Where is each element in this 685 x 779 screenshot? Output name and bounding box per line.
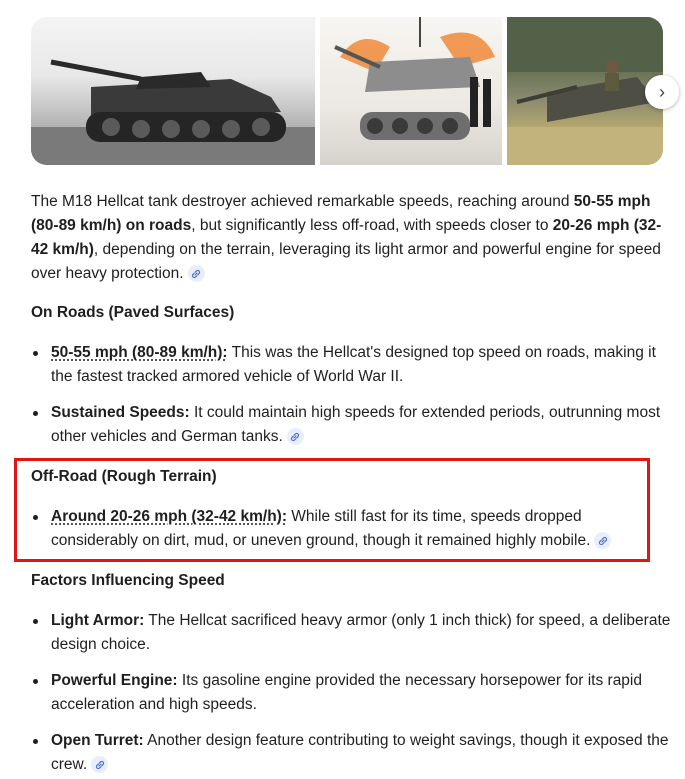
section-heading-factors: Factors Influencing Speed — [31, 572, 225, 589]
intro-bold-2: 20-26 mph (32-42 km/h) — [31, 217, 662, 258]
section-heading-off-road: Off-Road (Rough Terrain) — [31, 468, 217, 485]
list-item-term: Powerful Engine: — [51, 672, 178, 689]
link-icon[interactable] — [287, 428, 304, 445]
intro-bold-1: 50-55 mph (80-89 km/h) on roads — [31, 193, 651, 234]
list-item-text: While still fast for its time, speeds dropped considerably on dirt, mud, or uneven ground, though it remained highly mobile. — [51, 508, 591, 549]
section-heading-on-roads: On Roads (Paved Surfaces) — [31, 304, 235, 321]
intro-text-3: , depending on the terrain, leveraging its light armor and powerful engine for speed over heavy protection. — [31, 241, 661, 282]
carousel-image-2[interactable] — [320, 17, 502, 165]
list-item-term: Sustained Speeds: — [51, 404, 190, 421]
intro-paragraph — [31, 190, 671, 286]
list-item-text: Another design feature contributing to weight savings, though it exposed the crew. — [51, 732, 669, 773]
image-carousel — [31, 17, 663, 165]
list-item-term[interactable]: Around 20-26 mph (32-42 km/h): — [51, 508, 287, 525]
link-icon[interactable] — [91, 756, 108, 773]
carousel-image-1[interactable] — [31, 17, 315, 165]
link-icon[interactable] — [594, 532, 611, 549]
chevron-right-icon: › — [659, 81, 665, 102]
list-item-term: Light Armor: — [51, 612, 145, 629]
list-item-text: It could maintain high speeds for extended periods, outrunning most other vehicles and German tanks. — [51, 404, 661, 445]
intro-text-1: The M18 Hellcat tank destroyer achieved remarkable speeds, reaching around — [31, 193, 574, 210]
list-item-term[interactable]: 50-55 mph (80-89 km/h): — [51, 344, 228, 361]
carousel-next-button[interactable] — [645, 75, 679, 109]
list-item-term: Open Turret: — [51, 732, 144, 749]
list-item-text: The Hellcat sacrificed heavy armor (only 1 inch thick) for speed, a deliberate design choice. — [51, 612, 671, 653]
list-item-text: Its gasoline engine provided the necessary horsepower for its rapid acceleration and high speeds. — [51, 672, 642, 713]
list-item-text: This was the Hellcat's designed top speed on roads, making it the fastest tracked armored vehicle of World War II. — [51, 344, 656, 385]
link-icon[interactable] — [188, 265, 205, 282]
carousel-image-3[interactable] — [507, 17, 663, 165]
intro-text-2: , but significantly less off-road, with speeds closer to — [191, 217, 553, 234]
